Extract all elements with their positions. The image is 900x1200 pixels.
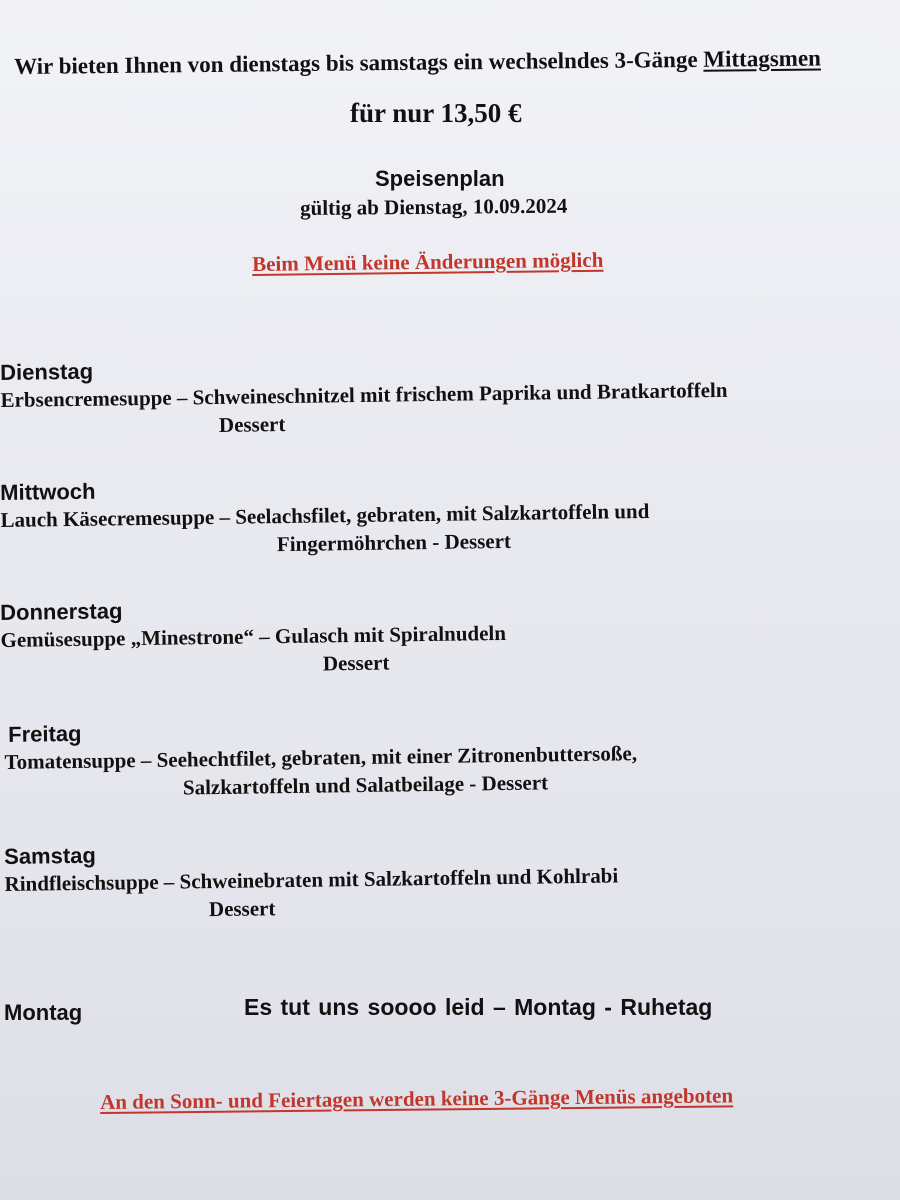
day-block-samstag [4,835,619,926]
day-block-mittwoch [0,471,650,562]
day-menu-continuation: Dessert [208,896,276,922]
no-changes-notice: Beim Menü keine Änderungen möglich [252,247,604,276]
closed-day-notice: Es tut uns soooo leid – Montag - Ruhetag [244,994,713,1020]
intro-text [14,46,821,80]
valid-from-date: gültig ab Dienstag, 10.09.2024 [300,193,568,220]
day-menu-line: Rindfleischsuppe – Schweinebraten mit Salzkartoffeln und Kohlrabi [4,863,619,896]
plan-title: Speisenplan [375,166,505,191]
day-name: Samstag [4,842,97,869]
day-name: Dienstag [0,358,94,385]
day-name: Donnerstag [0,598,123,625]
day-menu-continuation: Dessert [322,650,390,676]
day-name: Freitag [7,720,82,747]
day-name: Mittwoch [0,478,96,505]
day-menu-line: Gemüsesuppe „Minestrone“ – Gulasch mit Spiralnudeln [0,620,507,652]
day-menu-line: Erbsencremesuppe – Schweineschnitzel mit frischem Paprika und Bratkartoffeln [0,377,728,412]
holiday-notice: An den Sonn- und Feiertagen werden keine 3-Gänge Menüs angeboten [100,1083,734,1114]
day-block-donnerstag [0,593,507,682]
day-menu-continuation: Fingermöhrchen - Dessert [276,528,512,557]
day-name-montag: Montag [4,1000,83,1025]
day-menu-continuation: Dessert [218,412,286,437]
intro-text-underlined: Mittagsmen [703,45,821,72]
intro-text-main: Wir bieten Ihnen von dienstags bis samstags ein wechselndes 3-Gänge [14,46,704,79]
day-block-freitag [4,713,638,804]
day-menu-line: Tomatensuppe – Seehechtfilet, gebraten, mit einer Zitronenbuttersoße, [4,741,638,774]
menu-price: für nur 13,50 € [350,98,522,128]
day-block-dienstag [0,350,728,442]
day-menu-continuation: Salzkartoffeln und Salatbeilage - Dessert [182,770,549,800]
day-menu-line: Lauch Käsecremesuppe – Seelachsfilet, gebraten, mit Salzkartoffeln und [0,498,650,532]
